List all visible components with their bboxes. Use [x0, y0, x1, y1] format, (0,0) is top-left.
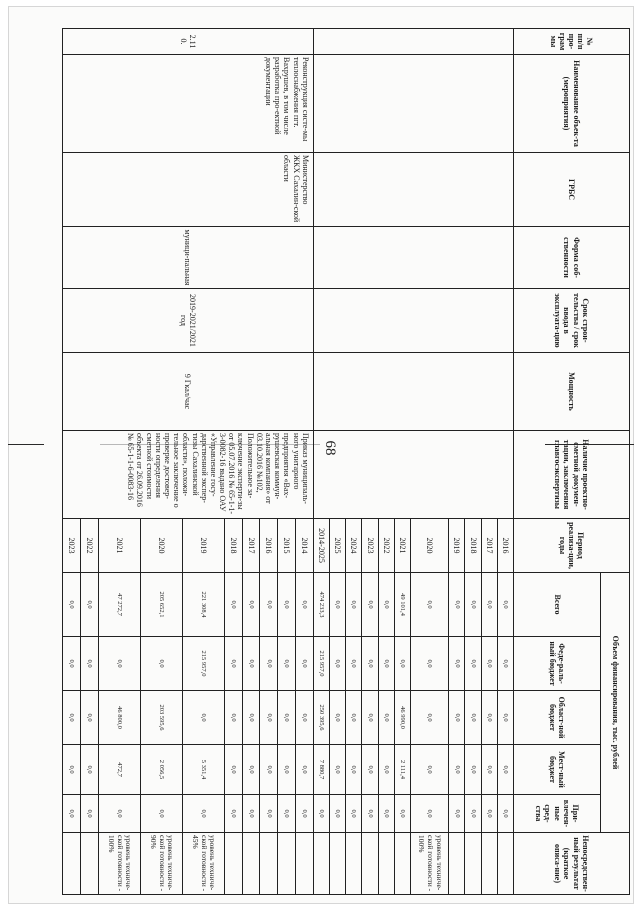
period-cell: 2020 — [140, 519, 182, 573]
header-no: № пп/п про-грам мы — [514, 29, 630, 55]
federal-cell: 0,0 — [140, 637, 182, 691]
period-cell: 2014 — [296, 519, 314, 573]
federal-cell: 0,0 — [329, 637, 345, 691]
result-cell: уровень техниче-ской готовности - 45% — [182, 833, 224, 895]
attracted-cell: 0,0 — [481, 795, 497, 833]
federal-cell: 0,0 — [481, 637, 497, 691]
result-cell — [497, 833, 513, 895]
attracted-cell: 0,0 — [378, 795, 394, 833]
period-cell: 2018 — [224, 519, 242, 573]
total-cell: 221 308,4 — [182, 573, 224, 637]
federal-cell: 0,0 — [260, 637, 278, 691]
regional-cell: 46 990,0 — [394, 691, 410, 745]
federal-cell: 0,0 — [410, 637, 448, 691]
total-cell: 0,0 — [465, 573, 481, 637]
regional-cell: 46 800,0 — [98, 691, 140, 745]
federal-cell: 215 957,0 — [313, 637, 329, 691]
header-period: Период реализа-ции, годы — [514, 519, 630, 573]
result-cell — [63, 833, 81, 895]
docs-cell — [313, 431, 513, 519]
attracted-cell: 0,0 — [313, 795, 329, 833]
attracted-cell: 0,0 — [465, 795, 481, 833]
regional-cell: 0,0 — [329, 691, 345, 745]
period-cell: 2018 — [465, 519, 481, 573]
total-cell: 0,0 — [80, 573, 98, 637]
local-cell: 5 351,4 — [182, 745, 224, 795]
period-cell: 2014-2025 — [313, 519, 329, 573]
local-cell: 0,0 — [296, 745, 314, 795]
total-cell: 0,0 — [329, 573, 345, 637]
ownership-cell — [313, 227, 513, 289]
total-cell: 0,0 — [481, 573, 497, 637]
total-cell: 0,0 — [449, 573, 465, 637]
federal-cell: 0,0 — [362, 637, 378, 691]
total-cell: 0,0 — [362, 573, 378, 637]
local-cell: 0,0 — [346, 745, 362, 795]
regional-cell: 0,0 — [224, 691, 242, 745]
result-cell — [260, 833, 278, 895]
header-result: Непосредствен-ный результат (краткое описа-ние) — [514, 833, 630, 895]
total-cell: 49 101,4 — [394, 573, 410, 637]
result-cell: уровень техниче-ской готовности - 100% — [410, 833, 448, 895]
total-cell: 0,0 — [260, 573, 278, 637]
period-cell: 2021 — [394, 519, 410, 573]
rotated-table-container — [62, 28, 630, 894]
build-period-cell: 2019-2021/2021 год — [63, 289, 314, 353]
result-cell: уровень техниче-ской готовности - 100% — [98, 833, 140, 895]
federal-cell: 0,0 — [296, 637, 314, 691]
header-attracted: При-влечен-ные сред-ства — [514, 795, 601, 833]
total-cell: 0,0 — [346, 573, 362, 637]
result-cell — [242, 833, 260, 895]
local-cell: 0,0 — [260, 745, 278, 795]
header-docs: Наличие проектно-сметной докумен-тации, заключения главгосэкспертизы — [514, 431, 630, 519]
period-cell: 2024 — [346, 519, 362, 573]
federal-cell: 0,0 — [449, 637, 465, 691]
period-cell: 2016 — [260, 519, 278, 573]
program-number-cell: 2.11 0. — [63, 29, 314, 55]
object-name-cell — [313, 55, 513, 153]
period-cell: 2022 — [378, 519, 394, 573]
period-cell: 2022 — [80, 519, 98, 573]
docs-cell: Приказ муниципаль-ного унитарного предприятия «Вах-рушевская коммун-альная компания» от 03.10.2016 №102, Положительное за-ключение эксперти-зы от 05.07.2016 № 65-1-1-3-0082-16 выдано ОАУ «Управление госу-дарственной экспер-тизы Сахалинской области», положи-тельное заключение о проверке достовер-ности определения сметной стоимости объекта от 26.09.2016 № 65-1-1-6-0083-16 — [63, 431, 314, 519]
period-cell: 2015 — [278, 519, 296, 573]
federal-cell: 0,0 — [497, 637, 513, 691]
attracted-cell: 0,0 — [278, 795, 296, 833]
attracted-cell: 0,0 — [296, 795, 314, 833]
result-cell — [346, 833, 362, 895]
period-cell: 2019 — [182, 519, 224, 573]
local-cell: 0,0 — [63, 745, 81, 795]
grbs-cell — [313, 153, 513, 227]
header-grbs: ГРБС — [514, 153, 630, 227]
result-cell — [394, 833, 410, 895]
table-row — [497, 29, 513, 895]
local-cell: 0,0 — [465, 745, 481, 795]
local-cell: 0,0 — [449, 745, 465, 795]
federal-cell: 0,0 — [278, 637, 296, 691]
result-cell — [378, 833, 394, 895]
build-period-cell — [313, 289, 513, 353]
federal-cell: 0,0 — [224, 637, 242, 691]
total-cell: 205 652,1 — [140, 573, 182, 637]
attracted-cell: 0,0 — [260, 795, 278, 833]
regional-cell: 0,0 — [63, 691, 81, 745]
regional-cell: 0,0 — [465, 691, 481, 745]
total-cell: 0,0 — [378, 573, 394, 637]
fold-line — [8, 444, 44, 445]
attracted-cell: 0,0 — [449, 795, 465, 833]
local-cell: 472,7 — [98, 745, 140, 795]
regional-cell: 0,0 — [497, 691, 513, 745]
header-ownership: Форма соб-ственности — [514, 227, 630, 289]
attracted-cell: 0,0 — [242, 795, 260, 833]
attracted-cell: 0,0 — [140, 795, 182, 833]
local-cell: 2 111,4 — [394, 745, 410, 795]
period-cell: 2021 — [98, 519, 140, 573]
regional-cell: 0,0 — [346, 691, 362, 745]
page-number: 68 — [322, 440, 338, 456]
local-cell: 0,0 — [362, 745, 378, 795]
regional-cell: 0,0 — [242, 691, 260, 745]
result-cell — [313, 833, 329, 895]
total-cell: 0,0 — [410, 573, 448, 637]
federal-cell: 0,0 — [98, 637, 140, 691]
attracted-cell: 0,0 — [80, 795, 98, 833]
local-cell: 0,0 — [410, 745, 448, 795]
regional-cell: 0,0 — [362, 691, 378, 745]
result-cell — [224, 833, 242, 895]
period-cell: 2020 — [410, 519, 448, 573]
attracted-cell: 0,0 — [329, 795, 345, 833]
federal-cell: 0,0 — [80, 637, 98, 691]
local-cell: 2 056,5 — [140, 745, 182, 795]
header-regional: Област-ной бюджет — [514, 691, 601, 745]
regional-cell: 0,0 — [278, 691, 296, 745]
capacity-cell — [313, 353, 513, 431]
object-name-cell: Реконструкция систе-мы теплоснабжения пгт. Вахрушев, в том числе разработка про-ектной документации — [63, 55, 314, 153]
result-cell: уровень техниче-ской готовности - 90% — [140, 833, 182, 895]
result-cell — [362, 833, 378, 895]
attracted-cell: 0,0 — [346, 795, 362, 833]
regional-cell: 0,0 — [296, 691, 314, 745]
result-cell — [465, 833, 481, 895]
regional-cell: 0,0 — [378, 691, 394, 745]
result-cell — [296, 833, 314, 895]
result-cell — [80, 833, 98, 895]
local-cell: 0,0 — [378, 745, 394, 795]
attracted-cell: 0,0 — [497, 795, 513, 833]
header-funding-group: Объем финансирования, тыс. рублей — [601, 573, 630, 833]
period-cell: 2017 — [481, 519, 497, 573]
period-cell: 2017 — [242, 519, 260, 573]
local-cell: 0,0 — [242, 745, 260, 795]
header-federal: Феде-раль-ный бюджет — [514, 637, 601, 691]
period-cell: 2016 — [497, 519, 513, 573]
total-cell: 47 272,7 — [98, 573, 140, 637]
total-cell: 0,0 — [296, 573, 314, 637]
result-cell — [449, 833, 465, 895]
attracted-cell: 0,0 — [224, 795, 242, 833]
local-cell: 0,0 — [481, 745, 497, 795]
local-cell: 0,0 — [224, 745, 242, 795]
period-cell: 2023 — [63, 519, 81, 573]
attracted-cell: 0,0 — [362, 795, 378, 833]
header-total: Всего — [514, 573, 601, 637]
total-cell: 0,0 — [278, 573, 296, 637]
regional-cell: 250 395,6 — [313, 691, 329, 745]
federal-cell: 0,0 — [394, 637, 410, 691]
federal-cell: 0,0 — [378, 637, 394, 691]
result-cell — [329, 833, 345, 895]
attracted-cell: 0,0 — [182, 795, 224, 833]
funding-table — [62, 28, 630, 895]
local-cell: 0,0 — [497, 745, 513, 795]
table-body — [63, 29, 514, 895]
attracted-cell: 0,0 — [98, 795, 140, 833]
header-capacity: Мощность — [514, 353, 630, 431]
local-cell: 0,0 — [278, 745, 296, 795]
attracted-cell: 0,0 — [410, 795, 448, 833]
result-cell — [481, 833, 497, 895]
regional-cell: 203 595,6 — [140, 691, 182, 745]
capacity-cell: 9 Гкал/час — [63, 353, 314, 431]
ownership-cell: муници-пальная — [63, 227, 314, 289]
header-local: Мест-ный бюджет — [514, 745, 601, 795]
local-cell: 0,0 — [80, 745, 98, 795]
regional-cell: 0,0 — [410, 691, 448, 745]
regional-cell: 0,0 — [449, 691, 465, 745]
total-cell: 0,0 — [224, 573, 242, 637]
period-cell: 2023 — [362, 519, 378, 573]
local-cell: 7 880,7 — [313, 745, 329, 795]
program-number-cell — [313, 29, 513, 55]
federal-cell: 215 957,0 — [182, 637, 224, 691]
federal-cell: 0,0 — [465, 637, 481, 691]
local-cell: 0,0 — [329, 745, 345, 795]
total-cell: 474 233,3 — [313, 573, 329, 637]
federal-cell: 0,0 — [63, 637, 81, 691]
header-build-period: Срок строи-тельства / срок ввода в эксплуата-цию — [514, 289, 630, 353]
period-cell: 2025 — [329, 519, 345, 573]
table-row — [296, 29, 314, 895]
total-cell: 0,0 — [63, 573, 81, 637]
total-cell: 0,0 — [497, 573, 513, 637]
regional-cell: 0,0 — [182, 691, 224, 745]
regional-cell: 0,0 — [481, 691, 497, 745]
federal-cell: 0,0 — [346, 637, 362, 691]
header-name: Наименование объек-та (мероприятия) — [514, 55, 630, 153]
attracted-cell: 0,0 — [63, 795, 81, 833]
grbs-cell: Министерство ЖКХ Сахалин-ской области — [63, 153, 314, 227]
result-cell — [278, 833, 296, 895]
period-cell: 2019 — [449, 519, 465, 573]
federal-cell: 0,0 — [242, 637, 260, 691]
regional-cell: 0,0 — [260, 691, 278, 745]
total-cell: 0,0 — [242, 573, 260, 637]
regional-cell: 0,0 — [80, 691, 98, 745]
attracted-cell: 0,0 — [394, 795, 410, 833]
